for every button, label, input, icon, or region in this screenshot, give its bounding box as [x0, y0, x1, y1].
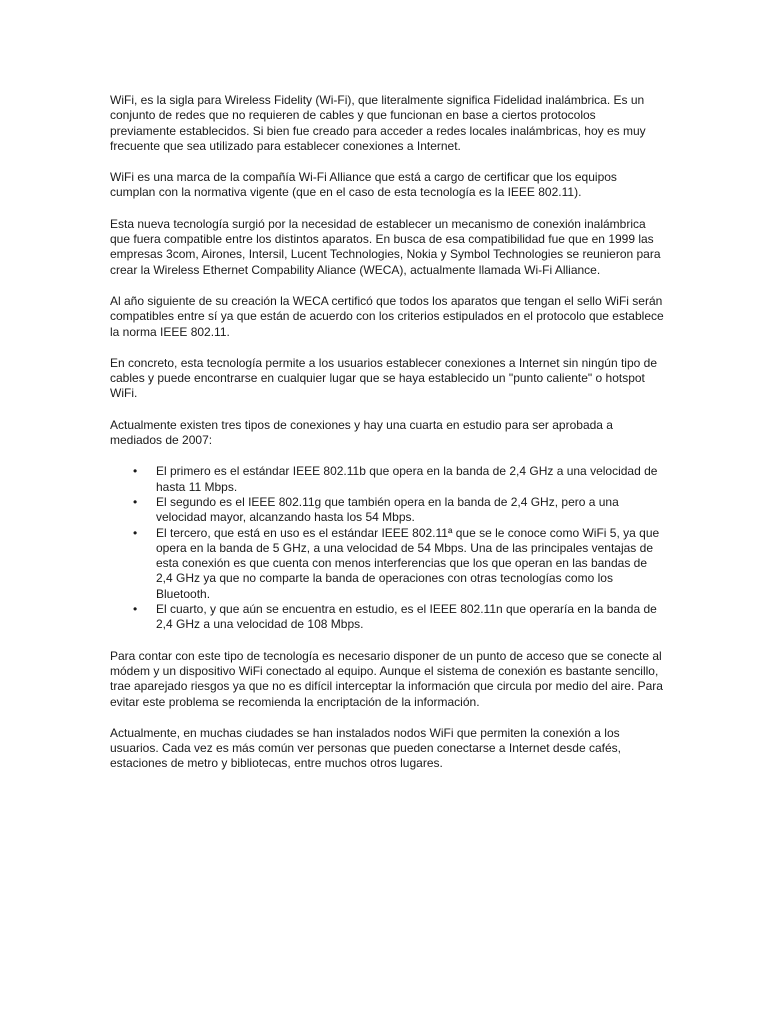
paragraph-weca-certification: Al año siguiente de su creación la WECA certificó que todos los aparatos que tengan el sello WiFi serán compatibles entre sí ya que están de acuerdo con los criterios estipulados en el protocolo que establece la norma IEEE 802.11. — [110, 293, 664, 339]
paragraph-wifi-alliance: WiFi es una marca de la compañía Wi-Fi Alliance que está a cargo de certificar que los equipos cumplan con la normativa vigente (que en el caso de esta tecnología es la IEEE 802.11). — [110, 170, 617, 200]
bullet-icon: • — [133, 464, 138, 479]
list-item-text: El segundo es el IEEE 802.11g que también opera en la banda de 2,4 GHz, pero a una velocidad mayor, alcanzando hasta los 54 Mbps. — [156, 494, 619, 525]
list-item — [110, 526, 665, 602]
paragraph-weca-origin: Esta nueva tecnología surgió por la necesidad de establecer un mecanismo de conexión inalámbrica que fuera compatible entre los distintos aparatos. En busca de esa compatibilidad fue que en 1999 las empresas 3com, Airones, Intersil, Lucent Technologies, Nokia y Symbol Technologies se reunieron para crear la Wireless Ethernet Compability Aliance (WECA), actualmente llamada Wi-Fi Alliance. — [110, 216, 661, 277]
list-item-text: El primero es el estándar IEEE 802.11b que opera en la banda de 2,4 GHz a una velocidad de hasta 11 Mbps. — [156, 464, 658, 494]
paragraph-connection-types-intro: Actualmente existen tres tipos de conexiones y hay una cuarta en estudio para ser aprobada a mediados de 2007: — [110, 417, 613, 448]
paragraph-access-point: Para contar con este tipo de tecnología es necesario disponer de un punto de acceso que se conecte al módem y un dispositivo WiFi conectado al equipo. Aunque el sistema de conexión es bastante sencillo, trae aparejado riesgos ya que no es difícil interceptar la información que circula por medio del aire. Para evitar este problema se recomienda la encriptación de la información. — [110, 648, 663, 709]
paragraph-city-nodes: Actualmente, en muchas ciudades se han instalados nodos WiFi que permiten la conexión a los usuarios. Cada vez es más común ver personas que pueden conectarse a Internet desde cafés, estaciones de metro y bibliotecas, entre muchos otros lugares. — [110, 725, 621, 771]
list-item-text: El cuarto, y que aún se encuentra en estudio, es el IEEE 802.11n que operaría en la banda de 2,4 GHz a una velocidad de 108 Mbps. — [156, 602, 657, 632]
paragraph-wifi-definition: WiFi, es la sigla para Wireless Fidelity (Wi-Fi), que literalmente significa Fidelidad inalámbrica. Es un conjunto de redes que no requieren de cables y que funcionan en base a ciertos protocolos previamente establecidos. Si bien fue creado para acceder a redes locales inalámbricas, hoy es muy frecuente que sea utilizado para establecer conexiones a Internet. — [110, 93, 646, 153]
paragraph-hotspot: En concreto, esta tecnología permite a los usuarios establecer conexiones a Internet sin ningún tipo de cables y puede encontrarse en cualquier lugar que se haya establecido un "punto caliente" o hotspot WiFi. — [110, 355, 658, 401]
list-item — [110, 495, 665, 526]
list-item — [110, 602, 665, 633]
bullet-icon: • — [133, 494, 138, 509]
list-item-text: El tercero, que está en uso es el estándar IEEE 802.11ª que se le conoce como WiFi 5, ya que opera en la banda de 5 GHz, a una velocidad de 54 Mbps. Una de las principales ventajas de esta conexión es que cuenta con menos interferencias que los que operan en las bandas de 2,4 GHz ya que no comparte la banda de operaciones con otras tecnologías como los Bluetooth. — [156, 525, 660, 601]
bullet-icon: • — [133, 602, 138, 617]
connection-types-list — [110, 464, 665, 632]
bullet-icon: • — [133, 525, 138, 540]
list-item — [110, 464, 665, 495]
document-page — [110, 93, 665, 788]
